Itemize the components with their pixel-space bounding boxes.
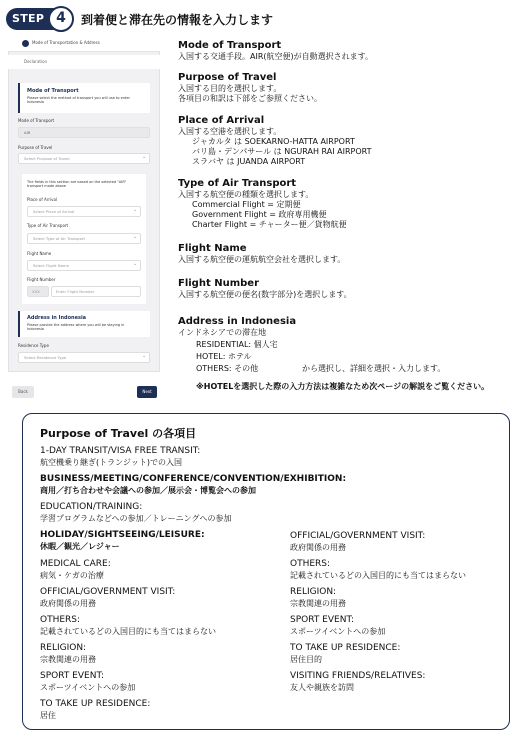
residence-placeholder: Select Residence Type [24,355,67,360]
purpose-item-ja: 商用／打ち合わせや会議への参加／展示会・博覧会への参加 [40,486,256,495]
purpose-item-ja: 政府関係の用務 [40,599,96,608]
mode-heading: Mode of Transport [178,40,282,51]
address-desc: RESIDENTIAL: 個人宅 [196,340,278,349]
chevron-down-icon: ⌄ [133,207,138,213]
flight-number-placeholder: Enter Flight Number [56,289,95,294]
purpose-item-en: EDUCATION/TRAINING: [40,502,143,512]
form-header-label: Mode of Transportation & Address [32,40,100,45]
chevron-down-icon: ⌄ [142,353,147,359]
arrival-label: Place of Arrival [27,197,58,202]
next-button[interactable]: Next [137,386,157,398]
purpose-item-en: RELIGION: [40,643,87,653]
purpose-heading: Purpose of Travel [178,72,277,83]
purpose-item-en: 1-DAY TRANSIT/VISA FREE TRANSIT: [40,446,201,456]
purpose-item-ja: 記載されているどの入国目的にも当てはまらない [290,571,466,580]
purpose-item-ja: 政府関係の用務 [290,543,346,552]
purpose-item-ja: スポーツイベントへの参加 [290,627,386,636]
chevron-down-icon: ⌄ [133,261,138,267]
purpose-label: Purpose of Travel [18,145,53,150]
purpose-item-en: BUSINESS/MEETING/CONFERENCE/CONVENTION/EXHIBITION: [40,474,347,484]
address-card-accent [18,311,20,337]
form-subheader-label: Declaration [24,59,48,64]
mode-card-accent [18,83,20,113]
type-label: Type of Air Transport [27,223,69,228]
arrival-heading: Place of Arrival [178,115,265,126]
purpose-item-en: HOLIDAY/SIGHTSEEING/LEISURE: [40,530,205,540]
back-button[interactable]: Back [12,386,34,398]
purpose-item-en: TO TAKE UP RESIDENCE: [40,699,151,709]
address-desc: OTHERS: その他 [196,364,259,373]
purpose-item-en: SPORT EVENT: [40,671,104,681]
residence-label: Residence Type [18,343,49,348]
purpose-item-ja: 居住目的 [290,655,322,664]
flight-name-heading: Flight Name [178,243,247,254]
mode-label: Mode of Transport [18,118,55,123]
flight-name-desc: 入国する航空便の運航航空会社を選択します。 [178,255,346,264]
purpose-desc: 入国する目的を選択します。 [178,84,282,93]
arrival-desc: ジャカルタ は SOEKARNO-HATTA AIRPORT [192,137,355,146]
chevron-down-icon: ⌄ [133,234,138,240]
flight-name-label: Flight Name [27,251,52,256]
address-heading: Address in Indonesia [178,316,297,327]
type-desc: Commercial Flight = 定期便 [192,200,301,209]
address-section-title: Address in Indonesia [27,315,87,321]
chevron-down-icon: ⌄ [142,154,147,160]
purpose-item-ja: 宗教関連の用務 [290,599,346,608]
air-note: The fields in this section are based on the selected "AIR" transport mode above [27,180,127,189]
type-desc: 入国する航空便の種類を選択します。 [178,190,314,199]
type-placeholder: Select Type of Air Transport [33,236,85,241]
purpose-placeholder: Select Purpose of Travel [24,156,70,161]
address-desc: インドネシアでの滞在地 [178,328,267,337]
purpose-item-ja: 休暇／観光／レジャー [40,542,120,551]
mode-field[interactable] [18,127,150,138]
arrival-placeholder: Select Place of Arrival [33,209,75,214]
purpose-desc: 各項目の和訳は下部をご参照ください。 [178,94,322,103]
purpose-item-ja: 宗教関連の用務 [40,655,96,664]
arrival-desc: 入国する空港を選択します。 [178,127,282,136]
purpose-item-ja: 居住 [40,711,56,720]
purpose-item-ja: スポーツイベントへの参加 [40,683,136,692]
step-label: STEP [12,12,45,25]
address-desc: から選択し、詳細を選択・入力します。 [302,364,446,373]
type-heading: Type of Air Transport [178,178,297,189]
flight-number-desc: 入国する航空便の便名(数字部分)を選択します。 [178,290,352,299]
step-title: 到着便と滞在先の情報を入力します [81,13,274,27]
purpose-item-en: VISITING FRIENDS/RELATIVES: [290,671,426,681]
purpose-item-en: SPORT EVENT: [290,615,354,625]
mode-desc: 入国する交通手段。AIR(航空便)が自動選択されます。 [178,52,373,61]
flight-name-placeholder: Select Flight Name [33,263,69,268]
purpose-item-en: OFFICIAL/GOVERNMENT VISIT: [40,587,176,597]
arrival-desc: バリ島・デンパサール は NGURAH RAI AIRPORT [192,147,372,156]
purpose-item-ja: 学習プログラムなどへの参加／トレーニングへの参加 [40,514,232,523]
address-desc: HOTEL: ホテル [196,352,252,361]
purpose-item-en: TO TAKE UP RESIDENCE: [290,643,401,653]
purpose-item-en: OTHERS: [40,615,81,625]
flight-number-label: Flight Number [27,277,56,282]
purpose-item-en: OFFICIAL/GOVERNMENT VISIT: [290,531,426,541]
type-desc: Charter Flight = チャーター便／貨物航便 [192,220,347,229]
purpose-item-ja: 航空機乗り継ぎ(トランジット)での入国 [40,458,183,467]
hotel-note: ※HOTELを選択した際の入力方法は複雑なため次ページの解説をご覧ください。 [196,382,490,391]
purpose-item-en: RELIGION: [290,587,337,597]
type-desc: Government Flight = 政府専用機便 [192,210,327,219]
flight-prefix-value: XXX [32,289,40,294]
purpose-item-en: MEDICAL CARE: [40,559,111,569]
purpose-item-ja: 友人や親族を訪問 [290,683,354,692]
step-dot-icon [22,40,29,47]
step-number: 4 [48,6,74,32]
purpose-item-ja: 病気・ケガの治療 [40,571,104,580]
purpose-list-title: Purpose of Travel の各項目 [40,427,197,440]
arrival-desc: スラバヤ は JUANDA AIRPORT [192,157,306,166]
mode-section-desc: Please select the method of transport you will use to enter Indonesia [27,96,130,105]
flight-number-heading: Flight Number [178,278,260,289]
mode-value: AIR [24,130,31,135]
mode-section-title: Mode of Transport [27,88,79,94]
purpose-item-en: OTHERS: [290,559,331,569]
purpose-item-ja: 記載されているどの入国目的にも当てはまらない [40,627,216,636]
address-section-desc: Please provide the address where you will be staying in Indonesia [27,323,125,332]
